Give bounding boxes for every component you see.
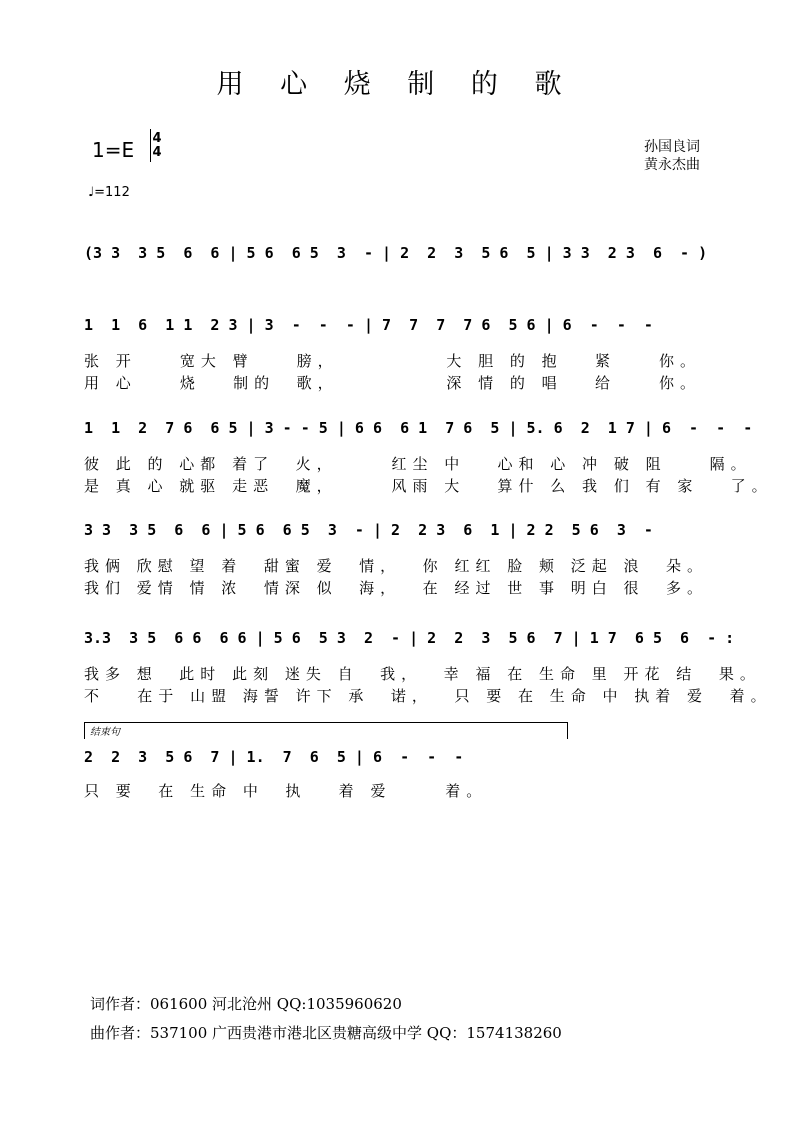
lyrics-verse-1: 我多 想 此时 此刻 迷失 自 我， 幸 福 在 生命 里 开花 结 果。 bbox=[84, 665, 761, 683]
notes-row: 1 1 2 7 6 6 5 | 3 - - 5 | 6 6 6 1 7 6 5 | 5. 6 2 1 7 | 6 - - - bbox=[84, 419, 753, 437]
staff-system-4 bbox=[84, 625, 772, 707]
lyrics-verse-1: 张 开 宽大 臂 膀， 大 胆 的 抱 紧 你。 bbox=[84, 352, 702, 370]
lyrics-verse-2: 是 真 心 就驱 走恶 魔， 风雨 大 算什 么 我 们 有 家 了。 bbox=[84, 477, 773, 495]
lyricist: 孙国良词 bbox=[644, 139, 700, 155]
time-signature bbox=[150, 132, 164, 160]
footer-lyricist-info: 词作者：061600 河北沧州 QQ:1035960620 bbox=[90, 995, 402, 1013]
time-top: 4 bbox=[152, 131, 162, 146]
notes-row: 1 1 6 1 1 2 3 | 3 - - - | 7 7 7 7 6 5 6 | 6 - - - bbox=[84, 316, 653, 334]
time-bottom: 4 bbox=[152, 145, 162, 160]
lyrics-verse-2: 我们 爱情 情 浓 情深 似 海， 在 经过 世 事 明白 很 多。 bbox=[84, 579, 709, 597]
credits bbox=[644, 138, 700, 174]
notes-row: 2 2 3 5 6 7 | 1. 7 6 5 | 6 - - - bbox=[84, 748, 464, 766]
staff-system-3 bbox=[84, 517, 714, 599]
notes-row: (3 3 3 5 6 6 | 5 6 6 5 3 - | 2 2 3 5 6 5 | 3 3 2 3 6 - ) bbox=[84, 244, 708, 262]
staff-system-intro bbox=[84, 240, 714, 270]
staff-system-ending bbox=[84, 744, 714, 802]
tempo-marking: ♩=112 bbox=[88, 185, 130, 200]
staff-system-2 bbox=[84, 415, 773, 497]
key-signature: 1=E bbox=[92, 138, 135, 162]
lyrics-verse-2: 不 在于 山盟 海誓 许下 承 诺， 只 要 在 生命 中 执着 爱 着。 bbox=[84, 687, 772, 705]
composer: 黄永杰曲 bbox=[644, 157, 700, 173]
song-title: 用 心 烧 制 的 歌 bbox=[216, 69, 576, 100]
footer-composer-info: 曲作者：537100 广西贵港市港北区贵糖高级中学 QQ：1574138260 bbox=[90, 1024, 562, 1042]
ending-label: 结束句 bbox=[90, 727, 120, 738]
lyrics-verse-2: 用 心 烧 制的 歌， 深 情 的 唱 给 你。 bbox=[84, 374, 702, 392]
notes-row: 3.3 3 5 6 6 6 6 | 5 6 5 3 2 - | 2 2 3 5 6 7 | 1 7 6 5 6 - : bbox=[84, 629, 735, 647]
lyrics-verse-1: 彼 此 的 心都 着了 火， 红尘 中 心和 心 冲 破 阻 隔。 bbox=[84, 455, 752, 473]
ending-bracket bbox=[84, 722, 568, 739]
staff-system-1 bbox=[84, 312, 714, 394]
lyrics-ending: 只 要 在 生命 中 执 着 爱 着。 bbox=[84, 782, 488, 800]
notes-row: 3 3 3 5 6 6 | 5 6 6 5 3 - | 2 2 3 6 1 | 2 2 5 6 3 - bbox=[84, 521, 653, 539]
lyrics-verse-1: 我俩 欣慰 望 着 甜蜜 爱 情， 你 红红 脸 颊 泛起 浪 朵。 bbox=[84, 557, 709, 575]
